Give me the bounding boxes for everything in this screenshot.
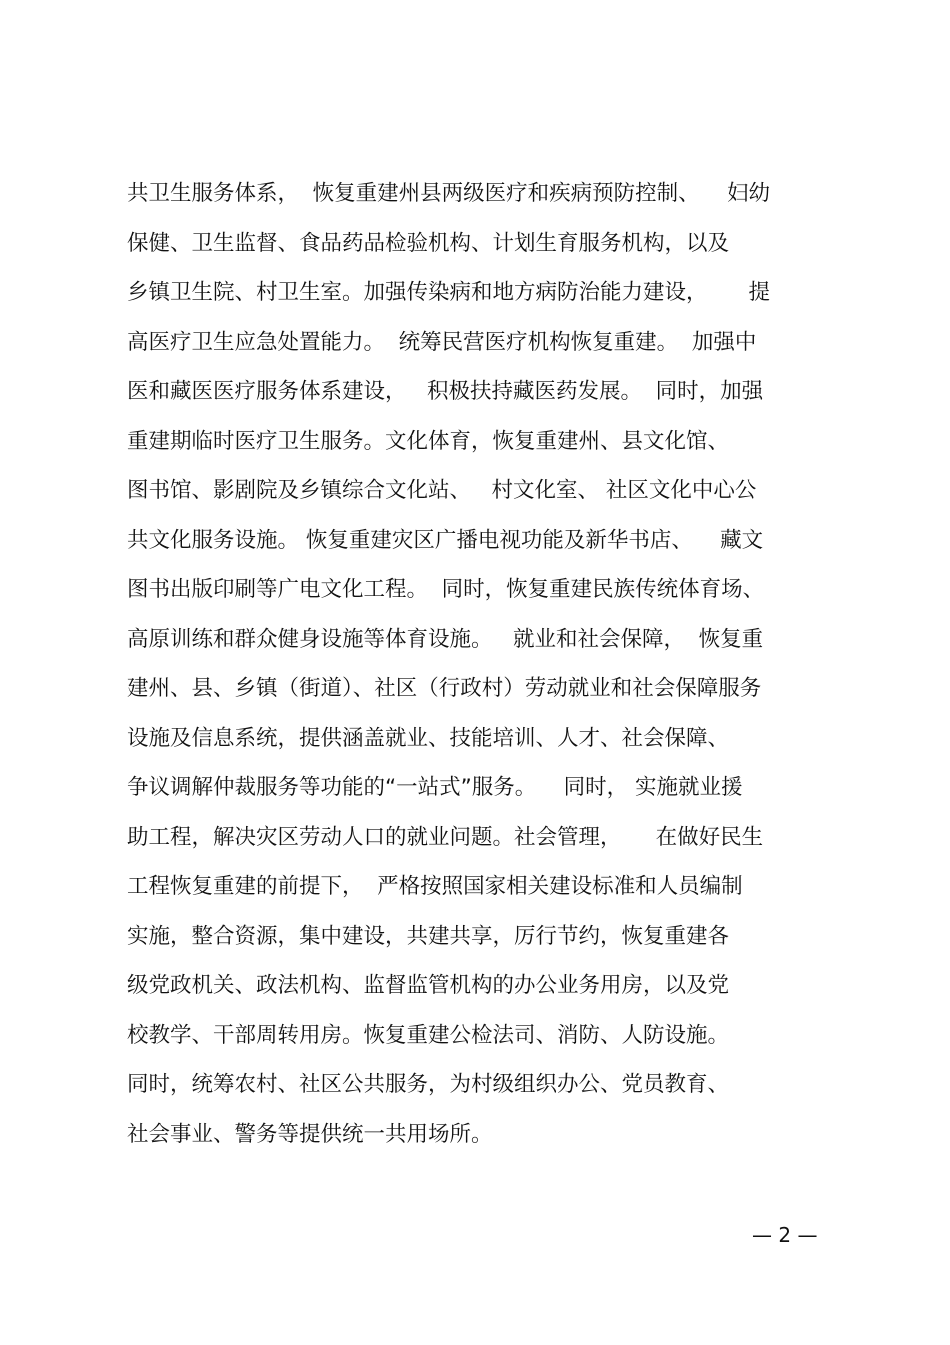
text-line: 争议调解仲裁服务等功能的“一站式”服务。 同时， 实施就业援	[127, 775, 743, 800]
text-line: 高原训练和群众健身设施等体育设施。 就业和社会保障， 恢复重	[127, 626, 764, 652]
text-line: 医和藏医医疗服务体系建设， 积极扶持藏医药发展。 同时，加强	[127, 379, 764, 404]
text-line: 图书馆、影剧院及乡镇综合文化站、 村文化室、 社区文化中心公	[127, 478, 757, 503]
text-line: 保健、卫生监督、食品药品检验机构、计划生育服务机构，以及	[127, 230, 730, 256]
text-line: 同时，统筹农村、社区公共服务，为村级组织办公、党员教育、	[127, 1072, 730, 1097]
text-line: 工程恢复重建的前提下， 严格按照国家相关建设标准和人员编制	[127, 874, 743, 899]
text-line: 实施，整合资源，集中建设，共建共享，厉行节约，恢复重建各	[127, 923, 730, 949]
text-line: 级党政机关、政法机构、监督监管机构的办公业务用房，以及党	[127, 973, 730, 998]
text-line: 设施及信息系统，提供涵盖就业、技能培训、人才、社会保障、	[127, 725, 730, 751]
text-line: 建州、县、乡镇（街道）、社区（行政村）劳动就业和社会保障服务	[127, 676, 762, 701]
text-line: 社会事业、警务等提供统一共用场所。	[127, 1121, 493, 1147]
text-line: 图书出版印刷等广电文化工程。 同时，恢复重建民族传统体育场、	[127, 577, 765, 602]
text-line: 高医疗卫生应急处置能力。 统筹民营医疗机构恢复重建。 加强中	[127, 329, 757, 355]
text-line: 校教学、干部周转用房。恢复重建公检法司、消防、人防设施。	[127, 1022, 730, 1048]
page-number: — 2 —	[752, 1223, 818, 1247]
text-line: 共卫生服务体系， 恢复重建州县两级医疗和疾病预防控制、 妇幼	[127, 181, 771, 206]
text-line: 助工程，解决灾区劳动人口的就业问题。社会管理， 在做好民生	[127, 824, 764, 850]
text-line: 共文化服务设施。 恢复重建灾区广播电视功能及新华书店、 藏文	[127, 527, 764, 553]
body-text	[127, 174, 837, 1164]
text-line: 重建期临时医疗卫生服务。文化体育，恢复重建州、县文化馆、	[127, 428, 730, 454]
text-line: 乡镇卫生院、村卫生室。加强传染病和地方病防治能力建设， 提	[127, 280, 771, 305]
